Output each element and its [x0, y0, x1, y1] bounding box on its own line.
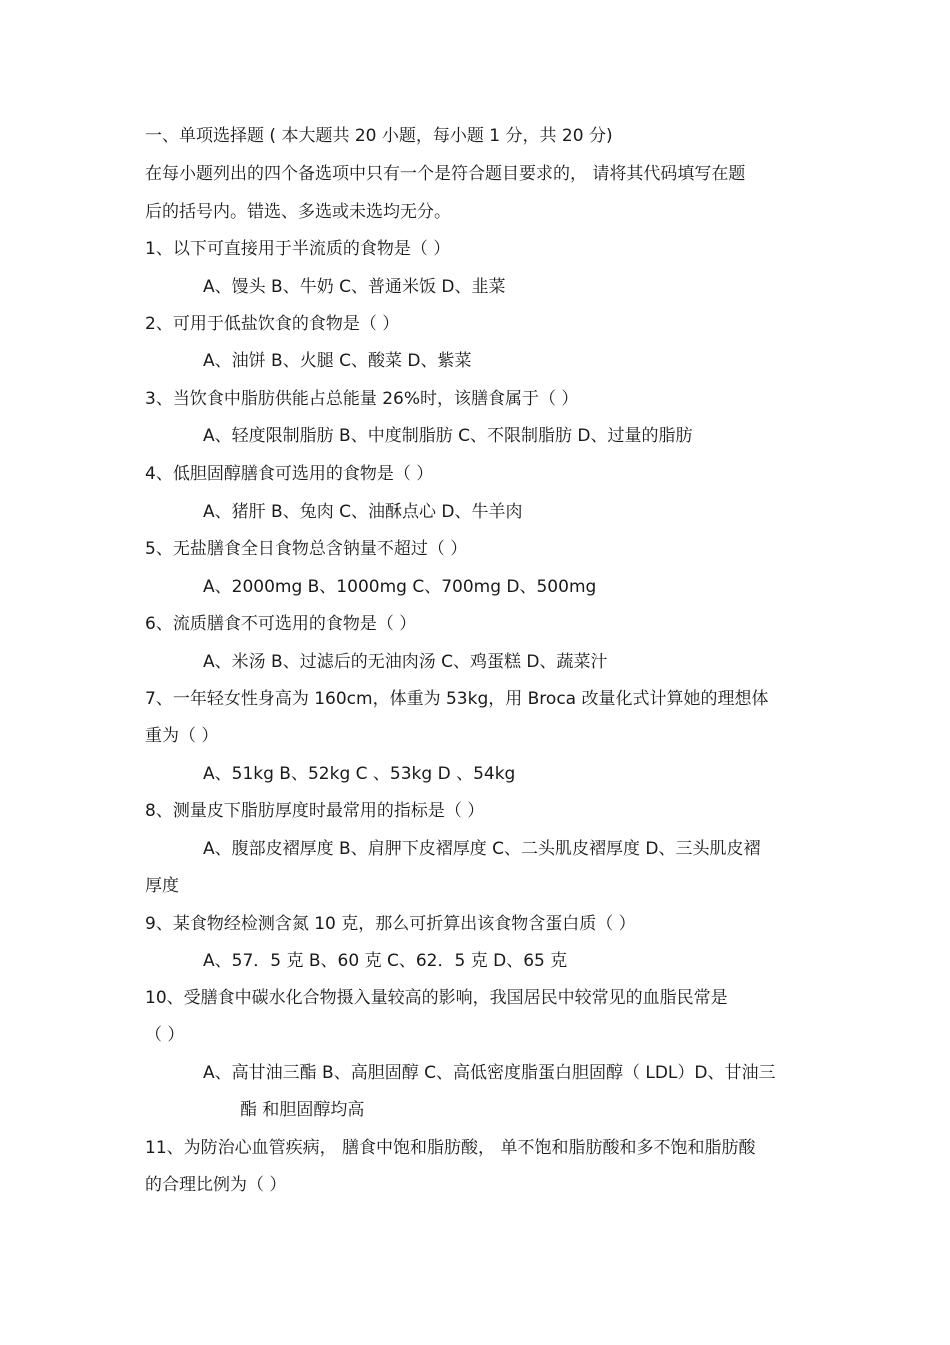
question-7-stem-cont: 重为（ ） — [145, 726, 219, 746]
section-title: 一、单项选择题 ( 本大题共 20 小题，每小题 1 分，共 20 分) — [145, 126, 613, 146]
question-5-options: A、2000mg B、1000mg C、700mg D、500mg — [203, 577, 597, 597]
instructions-line-2: 后的括号内。错选、多选或未选均无分。 — [145, 202, 451, 222]
instructions-line-1: 在每小题列出的四个备选项中只有一个是符合题目要求的， 请将其代码填写在题 — [145, 164, 746, 184]
question-7-options: A、51kg B、52kg C 、53kg D 、54kg — [203, 764, 516, 784]
question-10-options: A、高甘油三酯 B、高胆固醇 C、高低密度脂蛋白胆固醇（ LDL）D、甘油三 — [203, 1063, 776, 1083]
question-4-stem: 4、低胆固醇膳食可选用的食物是（ ） — [145, 464, 434, 484]
question-10-stem: 10、受膳食中碳水化合物摄入量较高的影响，我国居民中较常见的血脂民常是 — [145, 988, 728, 1008]
question-3-stem: 3、当饮食中脂肪供能占总能量 26%时，该膳食属于（ ） — [145, 389, 579, 409]
question-7-stem: 7、一年轻女性身高为 160cm，体重为 53kg，用 Broca 改量化式计算她的理想体 — [145, 689, 769, 709]
question-2-stem: 2、可用于低盐饮食的食物是（ ） — [145, 314, 400, 334]
question-1-options: A、馒头 B、牛奶 C、普通米饭 D、韭菜 — [203, 277, 506, 297]
question-4-options: A、猪肝 B、兔肉 C、油酥点心 D、牛羊肉 — [203, 502, 523, 522]
question-8-options: A、腹部皮褶厚度 B、肩胛下皮褶厚度 C、二头肌皮褶厚度 D、三头肌皮褶 — [203, 839, 761, 859]
question-8-stem: 8、测量皮下脂肪厚度时最常用的指标是（ ） — [145, 801, 485, 821]
question-6-stem: 6、流质膳食不可选用的食物是（ ） — [145, 614, 417, 634]
question-9-options: A、57．5 克 B、60 克 C、62．5 克 D、65 克 — [203, 951, 568, 971]
question-6-options: A、米汤 B、过滤后的无油肉汤 C、鸡蛋糕 D、蔬菜汁 — [203, 652, 608, 672]
question-11-stem-cont: 的合理比例为（ ） — [145, 1175, 287, 1195]
question-11-stem: 11、为防治心血管疾病， 膳食中饱和脂肪酸， 单不饱和脂肪酸和多不饱和脂肪酸 — [145, 1138, 756, 1158]
question-9-stem: 9、某食物经检测含氮 10 克，那么可折算出该食物含蛋白质（ ） — [145, 914, 636, 934]
question-8-options-cont: 厚度 — [145, 876, 179, 896]
question-10-options-cont: 酯 和胆固醇均高 — [240, 1100, 365, 1120]
question-1-stem: 1、以下可直接用于半流质的食物是（ ） — [145, 239, 451, 259]
question-5-stem: 5、无盐膳食全日食物总含钠量不超过（ ） — [145, 539, 468, 559]
question-2-options: A、油饼 B、火腿 C、酸菜 D、紫菜 — [203, 351, 472, 371]
question-10-stem-cont: （ ） — [145, 1025, 185, 1045]
question-3-options: A、轻度限制脂肪 B、中度制脂肪 C、不限制脂肪 D、过量的脂肪 — [203, 426, 693, 446]
